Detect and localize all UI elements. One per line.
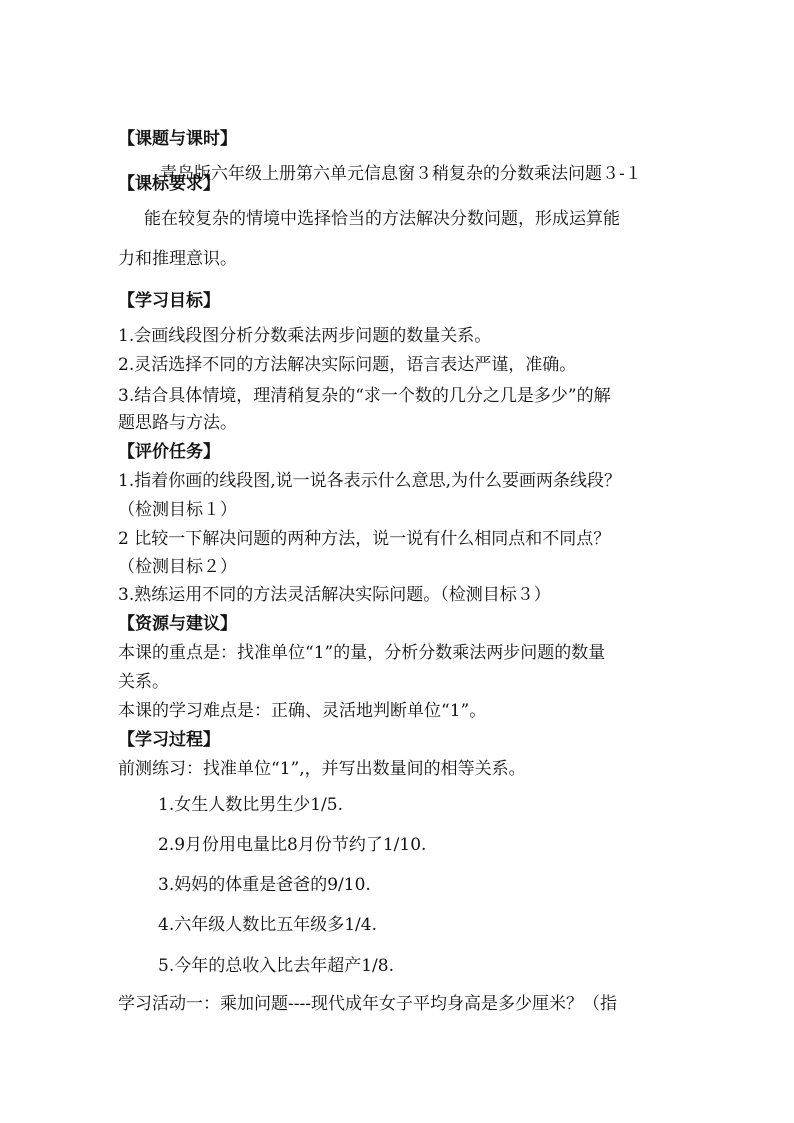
evaluation-line-5: 3.熟练运用不同的方法灵活解决实际问题。（检测目标３）	[118, 585, 551, 605]
section-heading-curriculum: 【课标要求】	[118, 174, 220, 194]
section-heading-resources: 【资源与建议】	[118, 614, 237, 634]
resources-line-3: 本课的学习难点是：正确、灵活地判断单位“1”。	[118, 701, 487, 721]
section-heading-evaluation: 【评价任务】	[118, 442, 220, 462]
process-item-2: 2.9月份用电量比8月份节约了1/10.	[158, 835, 427, 855]
resources-line-2: 关系。	[118, 672, 169, 692]
topic-text: 青岛版六年级上册第六单元信息窗３稍复杂的分数乘法问题３-１	[160, 164, 642, 184]
process-item-1: 1.女生人数比男生少1/5.	[158, 795, 343, 815]
curriculum-line-1: 能在较复杂的情境中选择恰当的方法解决分数问题，形成运算能	[144, 209, 620, 229]
resources-line-1: 本课的重点是：找准单位“1”的量，分析分数乘法两步问题的数量	[118, 643, 606, 663]
process-item-4: 4.六年级人数比五年级多1/4.	[158, 915, 377, 935]
objective-line-2: 2.灵活选择不同的方法解决实际问题，语言表达严谨，准确。	[118, 355, 577, 375]
evaluation-line-3: 2 比较一下解决问题的两种方法，说一说有什么相同点和不同点？	[118, 529, 611, 549]
process-activity: 学习活动一：乘加问题----现代成年女子平均身高是多少厘米？（指	[118, 994, 617, 1014]
evaluation-line-4: （检测目标２）	[118, 557, 237, 577]
section-heading-process: 【学习过程】	[118, 730, 220, 750]
process-intro: 前测练习：找准单位“1”,，并写出数量间的相等关系。	[118, 759, 526, 779]
curriculum-line-2: 力和推理意识。	[118, 249, 237, 269]
process-item-3: 3.妈妈的体重是爸爸的9/10.	[158, 875, 371, 895]
objective-line-1: 1.会画线段图分析分数乘法两步问题的数量关系。	[118, 326, 492, 346]
process-item-5: 5.今年的总收入比去年超产1/8.	[158, 956, 394, 976]
objective-line-4: 题思路与方法。	[118, 413, 237, 433]
evaluation-line-1: 1.指着你画的线段图,说一说各表示什么意思,为什么要画两条线段？	[118, 471, 622, 491]
section-heading-topic: 【课题与课时】	[118, 129, 237, 149]
section-heading-objectives: 【学习目标】	[118, 291, 220, 311]
evaluation-line-2: （检测目标１）	[118, 500, 237, 520]
objective-line-3: 3.结合具体情境，理清稍复杂的“求一个数的几分之几是多少”的解	[118, 386, 611, 406]
